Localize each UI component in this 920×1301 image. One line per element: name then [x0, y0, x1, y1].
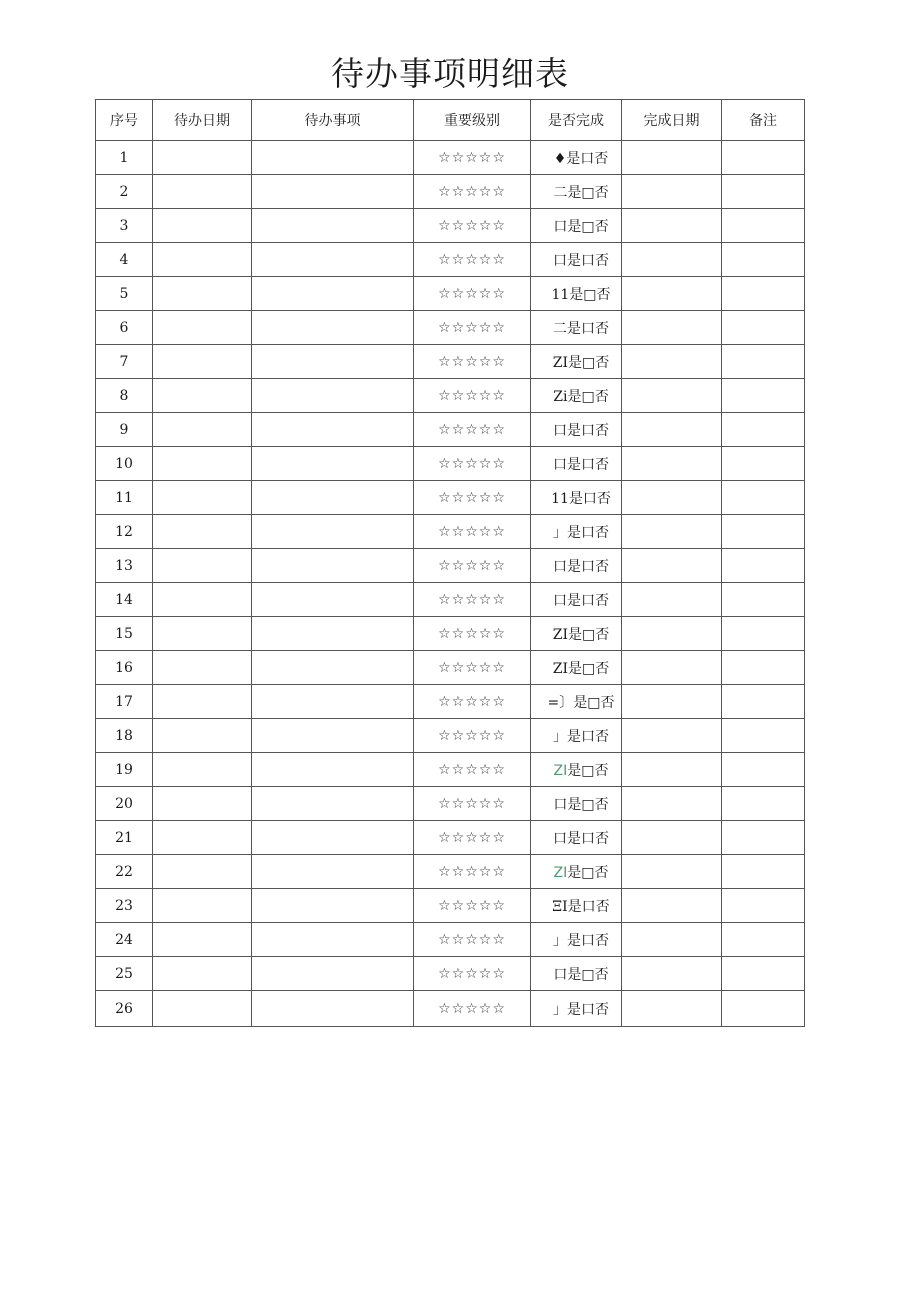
cell-todo-date[interactable] — [153, 787, 252, 821]
table-row — [96, 787, 805, 821]
cell-todo-item[interactable] — [252, 311, 414, 345]
cell-todo-item[interactable] — [252, 753, 414, 787]
cell-completion-date[interactable] — [622, 447, 722, 481]
cell-todo-item[interactable] — [252, 991, 414, 1027]
cell-completion-date[interactable] — [622, 821, 722, 855]
cell-completion-date[interactable] — [622, 753, 722, 787]
cell-completed[interactable]: ΞI是口否 — [531, 889, 622, 923]
cell-remarks[interactable] — [722, 787, 805, 821]
cell-remarks[interactable] — [722, 345, 805, 379]
cell-completion-date[interactable] — [622, 991, 722, 1027]
cell-remarks[interactable] — [722, 685, 805, 719]
cell-todo-date[interactable] — [153, 413, 252, 447]
cell-remarks[interactable] — [722, 209, 805, 243]
cell-remarks[interactable] — [722, 243, 805, 277]
cell-completion-date[interactable] — [622, 311, 722, 345]
cell-todo-item[interactable] — [252, 141, 414, 175]
cell-todo-item[interactable] — [252, 549, 414, 583]
cell-completion-date[interactable] — [622, 277, 722, 311]
cell-importance-stars[interactable]: ☆☆☆☆☆ — [414, 345, 531, 379]
cell-completion-date[interactable] — [622, 515, 722, 549]
header-row — [96, 100, 805, 141]
cell-todo-item[interactable] — [252, 277, 414, 311]
cell-importance-stars[interactable]: ☆☆☆☆☆ — [414, 243, 531, 277]
cell-importance-stars[interactable]: ☆☆☆☆☆ — [414, 617, 531, 651]
cell-completed[interactable]: 口是口否 — [531, 447, 622, 481]
cell-seq: 20 — [96, 787, 153, 821]
cell-completion-date[interactable] — [622, 719, 722, 753]
cell-importance-stars[interactable]: ☆☆☆☆☆ — [414, 175, 531, 209]
cell-remarks[interactable] — [722, 719, 805, 753]
cell-todo-item[interactable] — [252, 855, 414, 889]
cell-completion-date[interactable] — [622, 787, 722, 821]
cell-remarks[interactable] — [722, 413, 805, 447]
cell-seq: 16 — [96, 651, 153, 685]
table-row — [96, 379, 805, 413]
cell-todo-date[interactable] — [153, 923, 252, 957]
table-row — [96, 685, 805, 719]
cell-completed[interactable]: 二是□否 — [531, 175, 622, 209]
header-importance: 重要级别 — [414, 100, 531, 141]
cell-seq: 17 — [96, 685, 153, 719]
cell-completion-date[interactable] — [622, 957, 722, 991]
cell-remarks[interactable] — [722, 855, 805, 889]
cell-completion-date[interactable] — [622, 549, 722, 583]
cell-completion-date[interactable] — [622, 889, 722, 923]
cell-completion-date[interactable] — [622, 685, 722, 719]
cell-importance-stars[interactable]: ☆☆☆☆☆ — [414, 991, 531, 1027]
cell-seq: 18 — [96, 719, 153, 753]
cell-seq: 9 — [96, 413, 153, 447]
cell-importance-stars[interactable]: ☆☆☆☆☆ — [414, 753, 531, 787]
cell-seq: 12 — [96, 515, 153, 549]
table-row — [96, 957, 805, 991]
cell-completed[interactable]: 口是口否 — [531, 821, 622, 855]
header-todo-date: 待办日期 — [153, 100, 252, 141]
cell-completed[interactable]: 11是□否 — [531, 277, 622, 311]
table-row — [96, 923, 805, 957]
cell-seq: 25 — [96, 957, 153, 991]
cell-seq: 24 — [96, 923, 153, 957]
todo-table — [95, 99, 805, 1027]
table-row — [96, 141, 805, 175]
table-row — [96, 753, 805, 787]
cell-todo-date[interactable] — [153, 821, 252, 855]
cell-importance-stars[interactable]: ☆☆☆☆☆ — [414, 651, 531, 685]
table-row — [96, 277, 805, 311]
cell-todo-item[interactable] — [252, 685, 414, 719]
cell-completed[interactable] — [531, 753, 622, 787]
cell-todo-date[interactable] — [153, 889, 252, 923]
cell-todo-date[interactable] — [153, 141, 252, 175]
cell-todo-date[interactable] — [153, 549, 252, 583]
cell-completed[interactable]: ZI是□否 — [531, 651, 622, 685]
table-row — [96, 991, 805, 1027]
cell-remarks[interactable] — [722, 175, 805, 209]
cell-remarks[interactable] — [722, 991, 805, 1027]
cell-remarks[interactable] — [722, 549, 805, 583]
cell-seq: 7 — [96, 345, 153, 379]
table-row — [96, 719, 805, 753]
cell-seq: 14 — [96, 583, 153, 617]
cell-completed[interactable]: ZI是□否 — [531, 345, 622, 379]
table-row — [96, 311, 805, 345]
cell-completion-date[interactable] — [622, 481, 722, 515]
cell-todo-date[interactable] — [153, 447, 252, 481]
cell-importance-stars[interactable]: ☆☆☆☆☆ — [414, 379, 531, 413]
cell-todo-date[interactable] — [153, 617, 252, 651]
cell-completed[interactable]: =〕是□否 — [531, 685, 622, 719]
cell-seq: 22 — [96, 855, 153, 889]
cell-completed[interactable]: 11是口否 — [531, 481, 622, 515]
cell-importance-stars[interactable]: ☆☆☆☆☆ — [414, 787, 531, 821]
table-row — [96, 583, 805, 617]
header-remarks: 备注 — [722, 100, 805, 141]
cell-importance-stars[interactable]: ☆☆☆☆☆ — [414, 719, 531, 753]
cell-seq: 2 — [96, 175, 153, 209]
cell-completed[interactable]: ♦是口否 — [531, 141, 622, 175]
cell-completed[interactable]: 」是口否 — [531, 991, 622, 1027]
table-row — [96, 209, 805, 243]
cell-remarks[interactable] — [722, 617, 805, 651]
cell-seq: 1 — [96, 141, 153, 175]
table-row — [96, 413, 805, 447]
cell-completed[interactable]: 口是□否 — [531, 787, 622, 821]
cell-todo-item[interactable] — [252, 379, 414, 413]
cell-todo-item[interactable] — [252, 447, 414, 481]
cell-todo-date[interactable] — [153, 481, 252, 515]
cell-todo-item[interactable] — [252, 175, 414, 209]
cell-importance-stars[interactable]: ☆☆☆☆☆ — [414, 311, 531, 345]
cell-todo-date[interactable] — [153, 345, 252, 379]
cell-todo-item[interactable] — [252, 889, 414, 923]
cell-importance-stars[interactable]: ☆☆☆☆☆ — [414, 549, 531, 583]
table-row — [96, 617, 805, 651]
cell-seq: 3 — [96, 209, 153, 243]
table-row — [96, 175, 805, 209]
table-row — [96, 447, 805, 481]
cell-completed[interactable]: 」是口否 — [531, 719, 622, 753]
cell-completion-date[interactable] — [622, 243, 722, 277]
cell-completed[interactable]: 」是口否 — [531, 923, 622, 957]
cell-remarks[interactable] — [722, 311, 805, 345]
header-completed: 是否完成 — [531, 100, 622, 141]
cell-completed[interactable]: 口是口否 — [531, 549, 622, 583]
cell-importance-stars[interactable]: ☆☆☆☆☆ — [414, 447, 531, 481]
cell-todo-item[interactable] — [252, 651, 414, 685]
cell-completed[interactable]: 口是口否 — [531, 583, 622, 617]
page-title: 待办事项明细表 — [331, 54, 569, 93]
cell-todo-item[interactable] — [252, 515, 414, 549]
cell-importance-stars[interactable]: ☆☆☆☆☆ — [414, 481, 531, 515]
cell-completed[interactable]: 口是□否 — [531, 957, 622, 991]
cell-todo-date[interactable] — [153, 175, 252, 209]
cell-seq: 10 — [96, 447, 153, 481]
cell-todo-date[interactable] — [153, 855, 252, 889]
cell-todo-date[interactable] — [153, 685, 252, 719]
cell-completed[interactable]: ZI是□否 — [531, 617, 622, 651]
cell-seq: 15 — [96, 617, 153, 651]
cell-todo-date[interactable] — [153, 209, 252, 243]
cell-completion-date[interactable] — [622, 141, 722, 175]
cell-seq: 4 — [96, 243, 153, 277]
cell-remarks[interactable] — [722, 651, 805, 685]
cell-seq: 26 — [96, 991, 153, 1027]
cell-todo-date[interactable] — [153, 515, 252, 549]
cell-todo-item[interactable] — [252, 957, 414, 991]
cell-completed[interactable]: 口是口否 — [531, 413, 622, 447]
cell-remarks[interactable] — [722, 277, 805, 311]
cell-todo-date[interactable] — [153, 719, 252, 753]
cell-seq: 8 — [96, 379, 153, 413]
cell-completed[interactable]: 」是口否 — [531, 515, 622, 549]
cell-todo-item[interactable] — [252, 617, 414, 651]
cell-remarks[interactable] — [722, 923, 805, 957]
cell-seq: 19 — [96, 753, 153, 787]
completion-mark: ZI — [553, 762, 568, 779]
cell-remarks[interactable] — [722, 821, 805, 855]
cell-remarks[interactable] — [722, 141, 805, 175]
cell-remarks[interactable] — [722, 481, 805, 515]
header-todo-item: 待办事项 — [252, 100, 414, 141]
cell-todo-date[interactable] — [153, 991, 252, 1027]
cell-importance-stars[interactable]: ☆☆☆☆☆ — [414, 413, 531, 447]
cell-completed[interactable] — [531, 855, 622, 889]
cell-importance-stars[interactable]: ☆☆☆☆☆ — [414, 515, 531, 549]
cell-todo-date[interactable] — [153, 277, 252, 311]
cell-todo-item[interactable] — [252, 413, 414, 447]
cell-completion-date[interactable] — [622, 923, 722, 957]
cell-importance-stars[interactable]: ☆☆☆☆☆ — [414, 923, 531, 957]
cell-completed[interactable]: 二是口否 — [531, 311, 622, 345]
cell-completed[interactable]: Zi是□否 — [531, 379, 622, 413]
table-row — [96, 345, 805, 379]
cell-seq: 5 — [96, 277, 153, 311]
header-seq: 序号 — [96, 100, 153, 141]
cell-completion-date[interactable] — [622, 617, 722, 651]
cell-completion-date[interactable] — [622, 413, 722, 447]
cell-completion-date[interactable] — [622, 345, 722, 379]
cell-completion-date[interactable] — [622, 209, 722, 243]
table-row — [96, 651, 805, 685]
cell-completion-date[interactable] — [622, 583, 722, 617]
cell-todo-item[interactable] — [252, 923, 414, 957]
cell-importance-stars[interactable]: ☆☆☆☆☆ — [414, 141, 531, 175]
cell-todo-date[interactable] — [153, 651, 252, 685]
cell-todo-date[interactable] — [153, 583, 252, 617]
cell-remarks[interactable] — [722, 583, 805, 617]
table-row — [96, 549, 805, 583]
cell-remarks[interactable] — [722, 515, 805, 549]
cell-todo-item[interactable] — [252, 243, 414, 277]
table-row — [96, 243, 805, 277]
table-row — [96, 515, 805, 549]
cell-importance-stars[interactable]: ☆☆☆☆☆ — [414, 583, 531, 617]
cell-importance-stars[interactable]: ☆☆☆☆☆ — [414, 821, 531, 855]
cell-seq: 11 — [96, 481, 153, 515]
table-row — [96, 855, 805, 889]
cell-remarks[interactable] — [722, 957, 805, 991]
cell-todo-item[interactable] — [252, 821, 414, 855]
cell-remarks[interactable] — [722, 753, 805, 787]
cell-completed[interactable]: 口是□否 — [531, 209, 622, 243]
cell-seq: 6 — [96, 311, 153, 345]
cell-todo-item[interactable] — [252, 209, 414, 243]
cell-completion-date[interactable] — [622, 379, 722, 413]
cell-remarks[interactable] — [722, 447, 805, 481]
completion-options: 是□否 — [567, 762, 609, 779]
cell-todo-date[interactable] — [153, 311, 252, 345]
cell-todo-item[interactable] — [252, 787, 414, 821]
cell-todo-date[interactable] — [153, 379, 252, 413]
cell-completion-date[interactable] — [622, 855, 722, 889]
cell-seq: 23 — [96, 889, 153, 923]
cell-todo-item[interactable] — [252, 345, 414, 379]
cell-importance-stars[interactable]: ☆☆☆☆☆ — [414, 957, 531, 991]
table-row — [96, 821, 805, 855]
cell-remarks[interactable] — [722, 889, 805, 923]
cell-importance-stars[interactable]: ☆☆☆☆☆ — [414, 209, 531, 243]
cell-todo-item[interactable] — [252, 719, 414, 753]
completion-options: 是□否 — [567, 864, 609, 881]
cell-importance-stars[interactable]: ☆☆☆☆☆ — [414, 889, 531, 923]
cell-todo-item[interactable] — [252, 481, 414, 515]
cell-completion-date[interactable] — [622, 175, 722, 209]
cell-todo-date[interactable] — [153, 957, 252, 991]
table-row — [96, 481, 805, 515]
cell-todo-date[interactable] — [153, 243, 252, 277]
cell-importance-stars[interactable]: ☆☆☆☆☆ — [414, 685, 531, 719]
cell-seq: 13 — [96, 549, 153, 583]
table-row — [96, 889, 805, 923]
cell-importance-stars[interactable]: ☆☆☆☆☆ — [414, 277, 531, 311]
cell-completion-date[interactable] — [622, 651, 722, 685]
cell-todo-date[interactable] — [153, 753, 252, 787]
completion-mark: ZI — [553, 864, 568, 881]
cell-todo-item[interactable] — [252, 583, 414, 617]
cell-seq: 21 — [96, 821, 153, 855]
header-completion-date: 完成日期 — [622, 100, 722, 141]
cell-importance-stars[interactable]: ☆☆☆☆☆ — [414, 855, 531, 889]
cell-completed[interactable]: 口是口否 — [531, 243, 622, 277]
cell-remarks[interactable] — [722, 379, 805, 413]
